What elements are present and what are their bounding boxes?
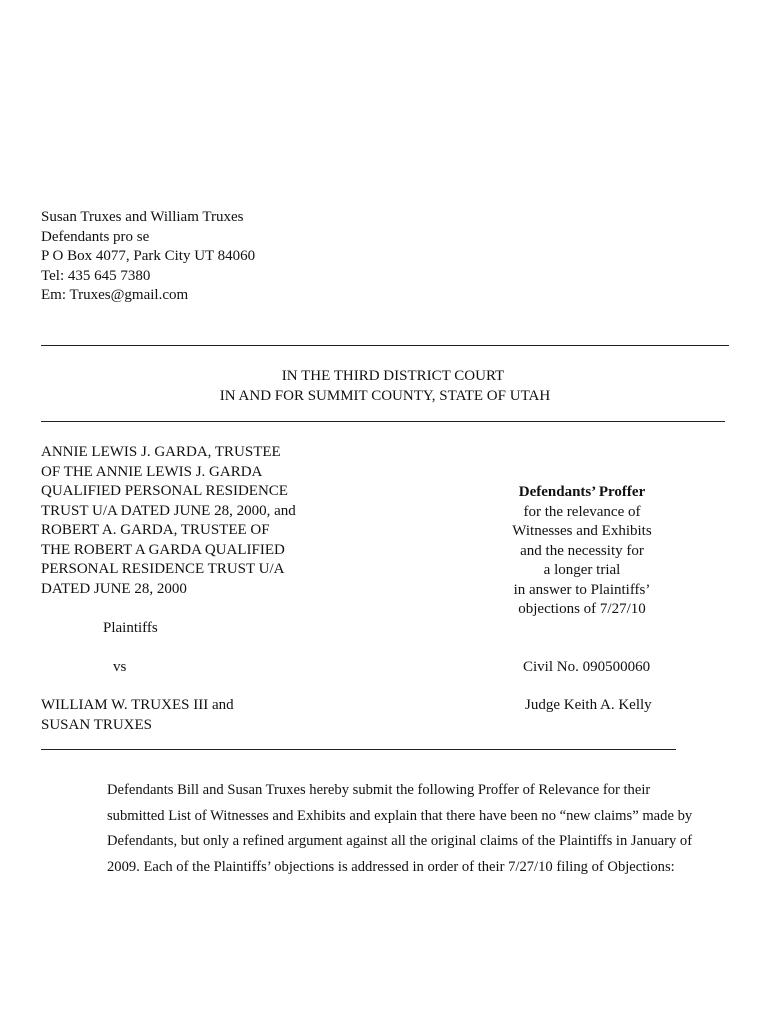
- body-line: Defendants Bill and Susan Truxes hereby submit the following Proffer of Relevance for their: [107, 782, 651, 798]
- title-line: in answer to Plaintiffs’: [513, 581, 651, 598]
- sender-name: Susan Truxes and William Truxes: [41, 209, 244, 225]
- body-line: 2009. Each of the Plaintiffs’ objections is addressed in order of their 7/27/10 filing of Objections:: [107, 858, 675, 875]
- title-line: objections of 7/27/10: [518, 601, 646, 617]
- defendant-line: WILLIAM W. TRUXES III and: [41, 697, 234, 713]
- plaintiff-line: QUALIFIED PERSONAL RESIDENCE: [41, 483, 288, 499]
- sender-block: [41, 208, 255, 306]
- court-name: IN THE THIRD DISTRICT COURT: [281, 368, 505, 384]
- title-line: a longer trial: [543, 562, 621, 578]
- judge-name: Judge Keith A. Kelly: [525, 697, 652, 713]
- title-line: Witnesses and Exhibits: [512, 523, 652, 539]
- plaintiff-line: OF THE ANNIE LEWIS J. GARDA: [41, 463, 263, 480]
- plaintiff-line: ANNIE LEWIS J. GARDA, TRUSTEE: [41, 444, 281, 460]
- title-line: for the relevance of: [523, 503, 641, 520]
- defendants-caption: [41, 696, 234, 735]
- court-jurisdiction: IN AND FOR SUMMIT COUNTY, STATE OF UTAH: [219, 388, 551, 404]
- body-paragraph: [107, 778, 729, 880]
- plaintiffs-caption: [41, 443, 296, 599]
- divider-bottom: [41, 749, 676, 750]
- title-line: and the necessity for: [520, 542, 644, 559]
- plaintiff-line: ROBERT A. GARDA, TRUSTEE OF: [41, 522, 270, 538]
- court-heading: [0, 366, 770, 406]
- plaintiff-line: THE ROBERT A GARDA QUALIFIED: [41, 541, 285, 558]
- body-line: Defendants, but only a refined argument against all the original claims of the Plaintiffs in January of: [107, 833, 693, 849]
- plaintiff-line: PERSONAL RESIDENCE TRUST U/A: [41, 561, 285, 577]
- document-title-block: [486, 483, 678, 620]
- sender-address: P O Box 4077, Park City UT 84060: [41, 248, 256, 264]
- plaintiff-line: TRUST U/A DATED JUNE 28, 2000, and: [41, 502, 296, 519]
- plaintiffs-label: Plaintiffs: [103, 620, 158, 636]
- divider-top: [41, 345, 729, 346]
- defendant-line: SUSAN TRUXES: [41, 716, 152, 733]
- sender-role: Defendants pro se: [41, 228, 150, 245]
- sender-tel: Tel: 435 645 7380: [41, 267, 151, 284]
- sender-email: Em: Truxes@gmail.com: [41, 287, 189, 303]
- document-title: Defendants’ Proffer: [518, 484, 646, 500]
- divider-middle: [41, 421, 725, 422]
- body-line: submitted List of Witnesses and Exhibits and explain that there have been no “new claims” made by: [107, 807, 693, 824]
- civil-case-number: Civil No. 090500060: [523, 659, 651, 675]
- plaintiff-line: DATED JUNE 28, 2000: [41, 580, 187, 597]
- versus-label: vs: [113, 659, 127, 675]
